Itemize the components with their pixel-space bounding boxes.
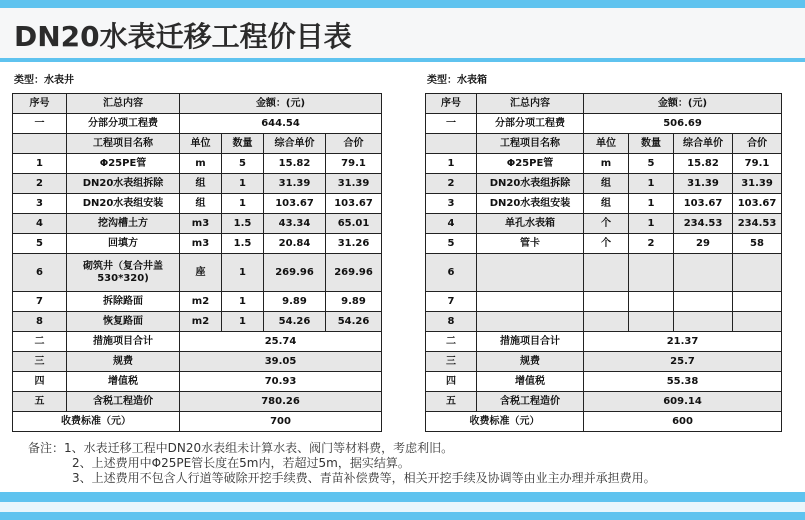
summary-row <box>13 372 382 392</box>
fee-value: 700 <box>180 412 382 432</box>
table-row <box>13 312 382 332</box>
item-name: 拆除路面 <box>67 292 180 312</box>
item-total: 65.01 <box>326 214 382 234</box>
item-name: 单孔水表箱 <box>477 214 584 234</box>
summary-label: 措施项目合计 <box>67 332 180 352</box>
item-seq: 1 <box>426 154 477 174</box>
summary-row <box>426 332 782 352</box>
item-price <box>674 292 733 312</box>
item-name: 恢复路面 <box>67 312 180 332</box>
item-seq: 1 <box>13 154 67 174</box>
item-price <box>674 312 733 332</box>
summary-row <box>13 332 382 352</box>
item-seq: 8 <box>13 312 67 332</box>
item-total: 9.89 <box>326 292 382 312</box>
item-seq: 2 <box>13 174 67 194</box>
item-price <box>674 254 733 292</box>
item-price: 15.82 <box>264 154 326 174</box>
table-row <box>13 174 382 194</box>
summary-row <box>426 352 782 372</box>
col-name: 工程项目名称 <box>67 134 180 154</box>
item-name: DN20水表组安装 <box>477 194 584 214</box>
item-total: 103.67 <box>326 194 382 214</box>
summary-label: 增值税 <box>477 372 584 392</box>
item-price: 31.39 <box>264 174 326 194</box>
col-qty: 数量 <box>629 134 674 154</box>
item-seq: 3 <box>13 194 67 214</box>
summary-row <box>13 392 382 412</box>
item-price: 269.96 <box>264 254 326 292</box>
fee-label: 收费标准（元） <box>13 412 180 432</box>
item-price: 29 <box>674 234 733 254</box>
table-row <box>426 174 782 194</box>
item-total: 234.53 <box>733 214 782 234</box>
summary-row <box>426 392 782 412</box>
item-qty <box>629 254 674 292</box>
item-seq: 4 <box>426 214 477 234</box>
table-header-row <box>13 94 382 114</box>
note-line: 3、上述费用不包含人行道等破除开挖手续费、青苗补偿费等，相关开挖手续及协调等由业主办理并承担费用。 <box>72 471 656 485</box>
item-total: 58 <box>733 234 782 254</box>
summary-label: 增值税 <box>67 372 180 392</box>
item-price: 103.67 <box>674 194 733 214</box>
item-name: 挖沟槽土方 <box>67 214 180 234</box>
item-price: 20.84 <box>264 234 326 254</box>
item-unit: m2 <box>180 312 222 332</box>
summary-seq: 二 <box>13 332 67 352</box>
item-qty <box>629 292 674 312</box>
item-price: 103.67 <box>264 194 326 214</box>
summary-seq: 三 <box>13 352 67 372</box>
table-row <box>426 312 782 332</box>
item-price: 43.34 <box>264 214 326 234</box>
summary-value: 39.05 <box>180 352 382 372</box>
item-unit: m3 <box>180 214 222 234</box>
item-seq: 5 <box>426 234 477 254</box>
col-qty: 数量 <box>222 134 264 154</box>
col-total: 合价 <box>326 134 382 154</box>
summary-value: 55.38 <box>584 372 782 392</box>
item-name: 回填方 <box>67 234 180 254</box>
table-row <box>426 234 782 254</box>
table-row <box>426 154 782 174</box>
left-price-table <box>12 93 382 432</box>
item-name <box>477 254 584 292</box>
summary-row <box>426 372 782 392</box>
column-header-row <box>426 134 782 154</box>
header-band <box>0 0 805 62</box>
item-unit <box>584 312 629 332</box>
blank-cell <box>426 134 477 154</box>
summary-value: 25.74 <box>180 332 382 352</box>
item-seq: 6 <box>426 254 477 292</box>
summary-label: 措施项目合计 <box>477 332 584 352</box>
summary-label: 含税工程造价 <box>67 392 180 412</box>
item-unit: 组 <box>584 194 629 214</box>
left-type-label: 类型：水表井 <box>14 75 74 86</box>
item-total: 54.26 <box>326 312 382 332</box>
item-unit: 座 <box>180 254 222 292</box>
item-name: DN20水表组拆除 <box>477 174 584 194</box>
item-total: 103.67 <box>733 194 782 214</box>
item-price: 9.89 <box>264 292 326 312</box>
col-price: 综合单价 <box>264 134 326 154</box>
table-row <box>426 194 782 214</box>
item-total: 79.1 <box>326 154 382 174</box>
item-name <box>477 292 584 312</box>
item-seq: 2 <box>426 174 477 194</box>
item-qty: 1 <box>222 254 264 292</box>
item-total: 269.96 <box>326 254 382 292</box>
notes <box>28 441 656 486</box>
summary-label: 规费 <box>477 352 584 372</box>
summary-row <box>13 352 382 372</box>
item-qty: 5 <box>222 154 264 174</box>
footer-band-inner <box>0 502 805 512</box>
table-row <box>426 214 782 234</box>
item-unit: m <box>180 154 222 174</box>
header-amount: 金额：(元) <box>584 94 782 114</box>
title-box <box>0 8 805 58</box>
right-price-table <box>425 93 782 432</box>
footer-band <box>0 492 805 520</box>
fee-label: 收费标准（元） <box>426 412 584 432</box>
item-qty: 5 <box>629 154 674 174</box>
item-qty: 1.5 <box>222 214 264 234</box>
table-row <box>426 292 782 312</box>
item-total: 31.39 <box>733 174 782 194</box>
col-total: 合价 <box>733 134 782 154</box>
header-amount: 金额：(元) <box>180 94 382 114</box>
header-summary: 汇总内容 <box>477 94 584 114</box>
item-unit: m3 <box>180 234 222 254</box>
item-name <box>477 312 584 332</box>
item-total: 31.26 <box>326 234 382 254</box>
col-name: 工程项目名称 <box>477 134 584 154</box>
item-name: 管卡 <box>477 234 584 254</box>
header-seq: 序号 <box>426 94 477 114</box>
subtotal-row <box>13 114 382 134</box>
header-summary: 汇总内容 <box>67 94 180 114</box>
item-seq: 5 <box>13 234 67 254</box>
table-row <box>13 214 382 234</box>
col-unit: 单位 <box>180 134 222 154</box>
item-qty: 1 <box>222 194 264 214</box>
subtotal-value: 506.69 <box>584 114 782 134</box>
item-total: 79.1 <box>733 154 782 174</box>
item-total: 31.39 <box>326 174 382 194</box>
header-seq: 序号 <box>13 94 67 114</box>
item-seq: 4 <box>13 214 67 234</box>
item-unit: 组 <box>180 194 222 214</box>
item-name: Φ25PE管 <box>67 154 180 174</box>
summary-value: 780.26 <box>180 392 382 412</box>
table-row <box>13 254 382 292</box>
summary-seq: 五 <box>13 392 67 412</box>
item-qty: 1 <box>222 292 264 312</box>
table-row <box>13 154 382 174</box>
item-seq: 7 <box>426 292 477 312</box>
summary-seq: 五 <box>426 392 477 412</box>
summary-value: 609.14 <box>584 392 782 412</box>
item-qty: 1 <box>222 174 264 194</box>
table-row <box>13 292 382 312</box>
item-unit: 个 <box>584 234 629 254</box>
summary-value: 25.7 <box>584 352 782 372</box>
right-type-label: 类型：水表箱 <box>427 75 487 86</box>
item-total <box>733 312 782 332</box>
item-seq: 3 <box>426 194 477 214</box>
summary-value: 21.37 <box>584 332 782 352</box>
fee-value: 600 <box>584 412 782 432</box>
summary-value: 70.93 <box>180 372 382 392</box>
item-name: 砌筑井（复合井盖530*320) <box>67 254 180 292</box>
summary-seq: 四 <box>13 372 67 392</box>
item-price: 31.39 <box>674 174 733 194</box>
note-line: 备注：1、水表迁移工程中DN20水表组未计算水表、阀门等材料费，考虑利旧。 <box>28 441 454 455</box>
summary-seq: 三 <box>426 352 477 372</box>
item-total <box>733 292 782 312</box>
item-unit <box>584 254 629 292</box>
item-qty: 1 <box>629 174 674 194</box>
column-header-row <box>13 134 382 154</box>
item-qty: 1 <box>222 312 264 332</box>
table-row <box>13 194 382 214</box>
fee-row <box>13 412 382 432</box>
item-unit: m <box>584 154 629 174</box>
item-price: 15.82 <box>674 154 733 174</box>
col-price: 综合单价 <box>674 134 733 154</box>
page-title: DN20水表迁移工程价目表 <box>14 20 352 53</box>
subtotal-label: 分部分项工程费 <box>67 114 180 134</box>
table-row <box>426 254 782 292</box>
item-seq: 8 <box>426 312 477 332</box>
table-row <box>13 234 382 254</box>
item-qty: 2 <box>629 234 674 254</box>
summary-seq: 四 <box>426 372 477 392</box>
item-total <box>733 254 782 292</box>
item-unit: m2 <box>180 292 222 312</box>
note-line: 2、上述费用中Φ25PE管长度在5m内，若超过5m，据实结算。 <box>72 456 410 470</box>
item-qty: 1.5 <box>222 234 264 254</box>
subtotal-row <box>426 114 782 134</box>
item-name: Φ25PE管 <box>477 154 584 174</box>
item-qty: 1 <box>629 214 674 234</box>
item-qty: 1 <box>629 194 674 214</box>
blank-cell <box>13 134 67 154</box>
subtotal-seq: 一 <box>13 114 67 134</box>
item-name: DN20水表组拆除 <box>67 174 180 194</box>
summary-label: 含税工程造价 <box>477 392 584 412</box>
summary-seq: 二 <box>426 332 477 352</box>
item-unit <box>584 292 629 312</box>
item-seq: 7 <box>13 292 67 312</box>
item-price: 54.26 <box>264 312 326 332</box>
fee-row <box>426 412 782 432</box>
subtotal-label: 分部分项工程费 <box>477 114 584 134</box>
item-unit: 组 <box>180 174 222 194</box>
subtotal-seq: 一 <box>426 114 477 134</box>
item-price: 234.53 <box>674 214 733 234</box>
item-unit: 个 <box>584 214 629 234</box>
item-name: DN20水表组安装 <box>67 194 180 214</box>
table-header-row <box>426 94 782 114</box>
col-unit: 单位 <box>584 134 629 154</box>
item-seq: 6 <box>13 254 67 292</box>
summary-label: 规费 <box>67 352 180 372</box>
item-unit: 组 <box>584 174 629 194</box>
subtotal-value: 644.54 <box>180 114 382 134</box>
item-qty <box>629 312 674 332</box>
